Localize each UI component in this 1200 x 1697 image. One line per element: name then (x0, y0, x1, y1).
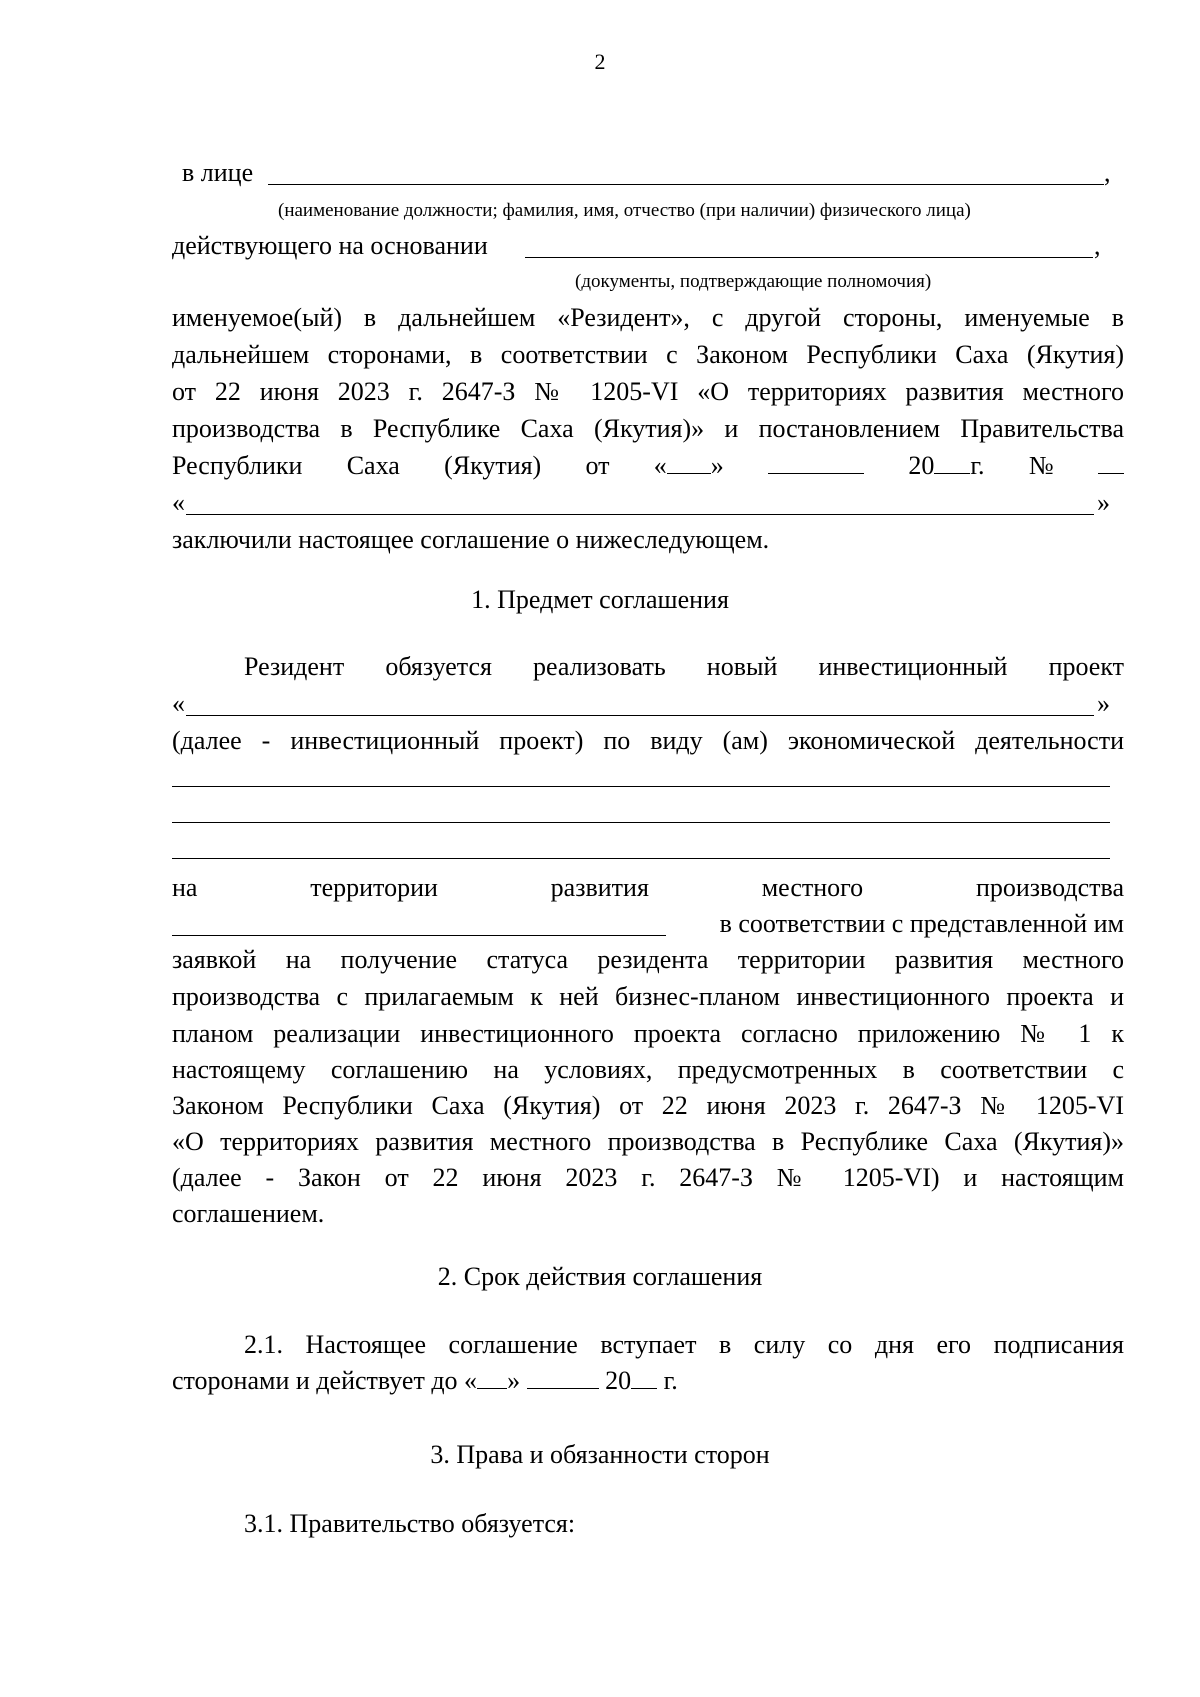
section-1-body-line: «О территориях развития местного производства в Республике Саха (Якутия)» (172, 1127, 1124, 1156)
acting-basis-comma: , (1094, 231, 1101, 260)
decree-word: от (585, 451, 610, 480)
decree-quote-close: » (710, 451, 724, 480)
territory-word: местного (761, 873, 864, 902)
p21-text-d: г. (663, 1366, 678, 1395)
section-1-line-1 (244, 649, 1124, 685)
acting-basis-hint: (документы, подтверждающие полномочия) (575, 271, 932, 292)
decree-day-blank[interactable] (667, 473, 711, 474)
decree-title-quote-open: « (172, 488, 185, 517)
decree-date-group (654, 448, 724, 484)
decree-word: (Якутия) (444, 451, 542, 480)
project-quote-open: « (172, 689, 185, 718)
territory-tail: в соответствии с представленной им (719, 909, 1124, 938)
p21-text-a: сторонами и действует до « (172, 1366, 478, 1395)
p21-text-c: 20 (605, 1366, 632, 1395)
territory-line (172, 870, 1124, 906)
s1-word: обязуется (385, 652, 492, 681)
decree-number-sign: № (1028, 451, 1054, 480)
decree-year-group (908, 448, 984, 484)
p21-text-b: » (507, 1366, 521, 1395)
section-2-p21-line-1: 2.1. Настоящее соглашение вступает в силу со дня его подписания (244, 1330, 1124, 1359)
decree-title-quote-close: » (1097, 488, 1110, 517)
section-1-body-line: настоящему соглашению на условиях, предусмотренных в соответствии с (172, 1055, 1124, 1084)
preamble-line-4: производства в Республике Саха (Якутия)» и постановлением Правительства (172, 414, 1124, 443)
territory-word: производства (975, 873, 1124, 902)
section-1-body-line: производства с прилагаемым к ней бизнес-планом инвестиционного проекта и (172, 982, 1124, 1011)
decree-month-blank[interactable] (768, 473, 864, 474)
decree-year-suffix: г. (970, 451, 985, 480)
acting-basis-blank[interactable] (525, 257, 1093, 258)
decree-title-blank[interactable] (186, 514, 1094, 515)
decree-number-blank[interactable] (1098, 473, 1124, 474)
p21-day-blank[interactable] (477, 1388, 507, 1389)
s1-word: проект (1048, 652, 1124, 681)
represented-by-blank[interactable] (268, 184, 1104, 185)
section-1-line-3: (далее - инвестиционный проект) по виду (ам) экономической деятельности (172, 726, 1124, 755)
s1-word: инвестиционный (818, 652, 1008, 681)
section-1-body-line: заявкой на получение статуса резидента территории развития местного (172, 945, 1124, 974)
territory-word: на (172, 873, 198, 902)
section-3-p31: 3.1. Правительство обязуется: (244, 1509, 576, 1538)
represented-by-hint: (наименование должности; фамилия, имя, отчество (при наличии) физического лица) (278, 200, 971, 221)
project-name-blank[interactable] (186, 715, 1094, 716)
p21-month-blank[interactable] (527, 1388, 599, 1389)
decree-quote-open: « (653, 451, 667, 480)
section-3-heading: 3. Права и обязанности сторон (430, 1440, 770, 1469)
decree-word: Республики (172, 451, 303, 480)
territory-word: территории (310, 873, 438, 902)
territory-name-blank[interactable] (172, 935, 666, 936)
acting-basis-label: действующего на основании (172, 231, 488, 260)
preamble-closing: заключили настоящее соглашение о нижеследующем. (172, 525, 770, 554)
decree-line (172, 448, 1124, 484)
section-1-body-line: планом реализации инвестиционного проекта согласно приложению № 1 к (172, 1019, 1124, 1048)
project-quote-close: » (1097, 689, 1110, 718)
activity-type-blank-1[interactable] (172, 786, 1110, 787)
section-2-heading: 2. Срок действия соглашения (437, 1262, 763, 1291)
decree-year-prefix: 20 (908, 451, 935, 480)
s1-word: Резидент (244, 652, 345, 681)
section-1-heading: 1. Предмет соглашения (471, 585, 729, 614)
territory-word: развития (550, 873, 649, 902)
preamble-line-2: дальнейшем сторонами, в соответствии с Законом Республики Саха (Якутия) (172, 340, 1124, 369)
decree-year-blank[interactable] (934, 473, 970, 474)
page-number: 2 (594, 49, 606, 74)
p21-year-blank[interactable] (631, 1388, 657, 1389)
preamble-line-1: именуемое(ый) в дальнейшем «Резидент», с другой стороны, именуемые в (172, 303, 1124, 332)
section-1-body-line: Законом Республики Саха (Якутия) от 22 июня 2023 г. 2647-З № 1205-VI (172, 1091, 1124, 1120)
activity-type-blank-3[interactable] (172, 858, 1110, 859)
section-1-body-line: (далее - Закон от 22 июня 2023 г. 2647-З № 1205-VI) и настоящим (172, 1163, 1124, 1192)
represented-by-label: в лице (182, 158, 254, 187)
represented-by-comma: , (1104, 158, 1111, 187)
section-2-p21-line-2 (172, 1363, 678, 1399)
section-1-body-last: соглашением. (172, 1199, 325, 1228)
s1-word: реализовать (533, 652, 666, 681)
preamble-line-3: от 22 июня 2023 г. 2647-З № 1205-VI «О территориях развития местного (172, 377, 1124, 406)
decree-word: Саха (346, 451, 400, 480)
s1-word: новый (706, 652, 778, 681)
activity-type-blank-2[interactable] (172, 822, 1110, 823)
